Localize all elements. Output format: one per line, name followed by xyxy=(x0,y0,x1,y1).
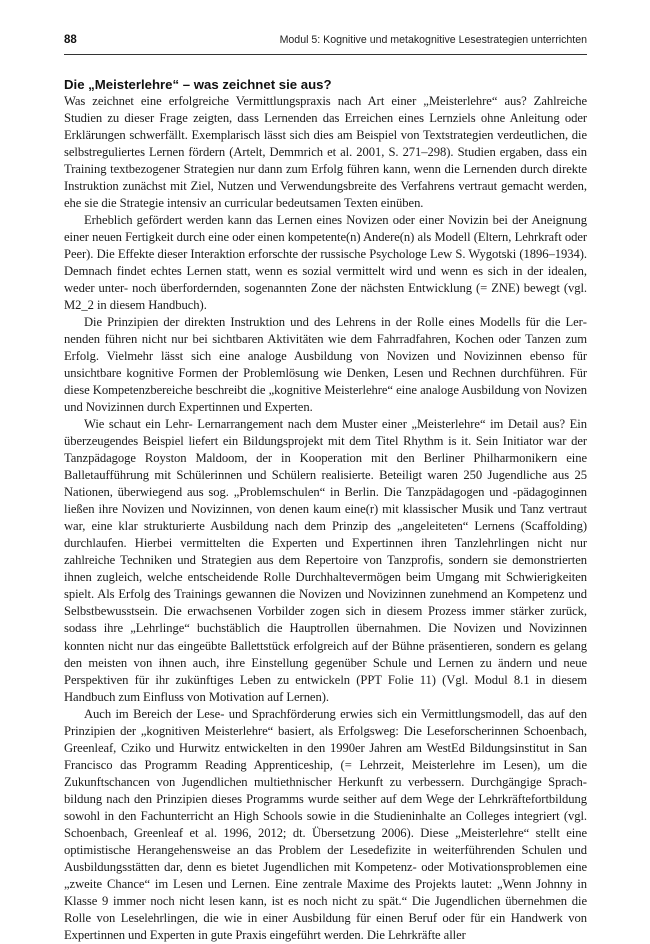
section xyxy=(64,76,587,944)
running-title: Modul 5: Kognitive und metakognitive Lesestrategien unterrichten xyxy=(279,34,587,46)
paragraph-4: Wie schaut ein Lehr- Lernarrangement nach dem Muster einer „Meisterlehre“ im Detail aus? Ein überzeugendes Beispiel liefert ein Bildungsprojekt mit dem Titel Rhythm is it. Sein Initiator war der Tanzpädagoge Royston Maldoom, der in Kooperation mit den Berliner Philharmonikern eine Balletaufführung mit Schülerinnen und Schülern realisierte. Beteiligt waren 250 Jugendliche aus 25 Nationen, überwiegend aus sog. „Problemschulen“ in Berlin. Die Tanzpädagogen und -pädagoginnen ließen ihre Novizen und Novizinnen, von denen kaum eine(r) mit klassischer Musik und Tanz vertraut war, eine klar strukturierte Ausbildung nach dem Prinzip des „angeleiteten“ Lernens (Scaffolding) durchlaufen. Hierbei vermittelten die Experten und Expertinnen ihren Tanzlehrlingen nicht nur zahlreiche Techniken und Strategien aus dem Repertoire von Tanzprofis, sondern sie demonstrierten ihnen zugleich, welche entscheidende Rolle Durchhaltevermögen beim Umgang mit Schwierigkeiten spielt. Als Erfolg des Trainings gewannen die Novizen und Novizinnen zunehmend an Kompetenz und Selbstbewusstsein. Die erwachsenen Vorbilder zogen sich in diesem Prozess immer stärker zurück, sodass ihre „Lehrlinge“ buchstäblich die Hauptrollen übernahmen. Die Novizen und Novizinnen konnten nicht nur das eingeübte Ballettstück erfolgreich auf der Bühne präsentieren, sondern es gelang den meisten von ihnen auch, ihre Einstellung gegenüber Schule und Lernen zu ändern und neue Perspektiven für ihr zukünftiges Leben zu entwickeln (PPT Folie 11) (Vgl. Modul 8.1 in diesem Handbuch zum Einfluss von Motivation auf Lernen). xyxy=(64,417,587,704)
paragraph-5: Auch im Bereich der Lese- und Sprachförderung erwies sich ein Vermittlungsmodell, das auf den Prinzipien der „kognitiven Meisterlehre“ basiert, als Erfolgsweg: Die Leseforscherinnen Schoenbach, Greenleaf, Cziko und Hurwitz entwickelten in den 1990er Jahren am WestEd Bildungsinstitut in San Francisco das Programm Reading Apprenticeship, (= Lehrzeit, Meisterlehre im Lesen), um die Zukunftschancen von Jugendlichen multiethnischer Herkunft zu verbessern. Durchgängige Sprachbildung nach den Prinzipien dieses Programms wurde seither auf dem Wege der Lehrkräftefortbildung sowohl in den Fachunterricht an High Schools sowie in die Studieninhalte an Colleges integriert (vgl. Schoenbach, Greenleaf et al. 1996, 2012; dt. Übersetzung 2006). Diese „Meisterlehre“ stellt eine optimistische Herangehensweise an das Problem der Lesedefizite in weiterführenden Schulen und Ausbildungsstätten dar, denn es bietet Jugendlichen mit Kompetenz- oder Motivationsproblemen eine „zweite Chance“ im Lesen und Lernen. Eine zentrale Maxime des Projekts lautet: „Wenn Johnny in Klasse 9 immer noch nicht lesen kann, ist es noch nicht zu spät.“ Die Jugendlichen übernehmen die Rolle von Leselehrlingen, die wie in einer Ausbildung für einen Beruf oder für ein Handwerk von Expertinnen und Experten in gute Praxis eingeführt werden. Die Lehrkräfte aller xyxy=(64,706,587,942)
paragraph-2: Erheblich gefördert werden kann das Lernen eines Novizen oder einer Novizin bei der Aneignung einer neuen Fertigkeit durch eine oder einen kompetente(n) Andere(n) als Modell (Eltern, Lehrkraft oder Peer). Die Effekte dieser Interaktion erforschte der russische Psychologe Lew S. Wygotski (1896–1934). Demnach findet echtes Lernen statt, wenn es sozial vermittelt wird und wenn es sich in der idealen, weder unter- noch überfordernden, sogenannten Zone der nächsten Entwicklung (= ZNE) bewegt (vgl. M2_2 in diesem Handbuch). xyxy=(64,213,587,313)
paragraph-3: Die Prinzipien der direkten Instruktion und des Lehrens in der Rolle eines Modells für die Lernenden führen nicht nur bei sichtbaren Aktivitäten wie dem Fahrradfahren, Kochen oder Tanzen zum Erfolg. Vielmehr lässt sich eine analoge Ausbildung von Novizen und Novizinnen ebenso für unsichtbare kognitive Formen der Problemlösung wie Denken, Lesen und Rechnen durchführen. Für diese Kompetenzbereiche beschreibt die „kognitive Meisterlehre“ eine analoge Ausbildung von Novizen und Novizinnen durch Expertinnen und Experten. xyxy=(64,315,587,415)
section-heading: Die „Meisterlehre“ – was zeichnet sie aus? xyxy=(64,77,332,92)
page-header xyxy=(64,34,587,50)
section-body xyxy=(64,93,587,944)
page-number: 88 xyxy=(64,34,77,46)
paragraph-1: Was zeichnet eine erfolgreiche Vermittlungspraxis nach Art einer „Meisterlehre“ aus? Zahlreiche Studien zu dieser Frage zeigten, dass Lernenden das Erreichen eines Lernziels ohne Anleitung oder Erklärungen schwerfällt. Exemplarisch lässt sich dies am Beispiel von Textstrategien verdeutlichen, die selbstreguliertes Lernen fördern (Artelt, Demmrich et al. 2001, S. 271–298). Studien ergaben, dass ein Training textbezogener Strategien nur dann zum Erfolg führen kann, wenn die Lernenden durch direkte Instruktion zunächst mit Ziel, Nutzen und Verwendungsbreite des Verfahrens vertraut gemacht werden, ehe sie die Strategie intensiv an curricular bedeutsamen Texten einüben. xyxy=(64,94,587,211)
header-rule xyxy=(64,54,587,55)
